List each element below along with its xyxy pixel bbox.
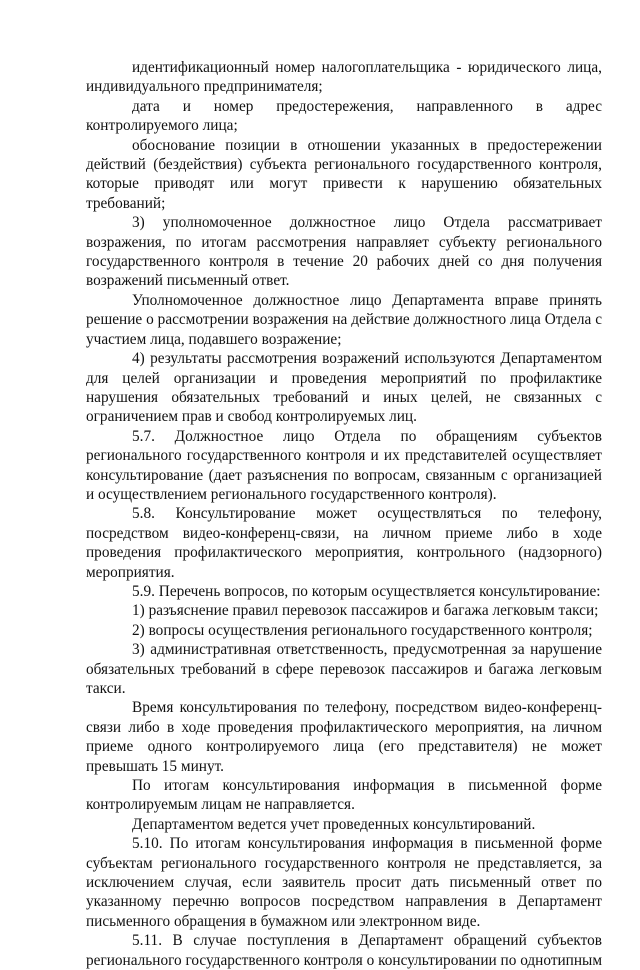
paragraph-5-9-item-1: 1) разъяснение правил перевозок пассажиров и багажа легковым такси; xyxy=(132,602,599,620)
paragraph-consulting-time: Время консультирования по телефону, посредством видео-конференц-связи либо в ходе проведения профилактического мероприятия, на личном приеме одного контролируемого лица (его представителя) не может превышать 15 минут. xyxy=(86,699,602,775)
paragraph-inn: идентификационный номер налогоплательщика - юридического лица, индивидуального предпринимателя; xyxy=(86,59,602,96)
paragraph-5-10: 5.10. По итогам консультирования информация в письменной форме субъектам регионального государственного контроля не представляется, за исключением случая, если заявитель просит дать письменный ответ по указанному перечню вопросов посредством направления в Департамент письменного обращения в бумажном или электронном виде. xyxy=(86,835,602,930)
paragraph-5-9-item-2: 2) вопросы осуществления регионального государственного контроля; xyxy=(132,621,593,639)
paragraph-no-written-info: По итогам консультирования информация в письменной форме контролируемым лицам не направляется. xyxy=(86,777,602,814)
paragraph-warning-date: дата и номер предостережения, направленного в адрес контролируемого лица; xyxy=(86,97,602,135)
paragraph-5-11: 5.11. В случае поступления в Департамент обращений субъектов регионального государственного контроля о консультировании по однотипным xyxy=(86,932,603,969)
paragraph-justification: обоснование позиции в отношении указанных в предостережении действий (бездействия) субъекта регионального государственного контроля, которые приводят или могут привести к нарушению обязательных требований; xyxy=(86,136,602,212)
paragraph-5-8: 5.8. Консультирование может осуществляться по телефону, посредством видео-конференц-связи, на личном приеме либо в ходе проведения профилактического мероприятия, контрольного (надзорного) мероприятия. xyxy=(86,505,602,581)
paragraph-5-7: 5.7. Должностное лицо Отдела по обращениям субъектов регионального государственного контроля и их представителей осуществляет консультирование (дает разъяснения по вопросам, связанным с организацией и осуществлением регионального государственного контроля). xyxy=(86,427,602,503)
document-page xyxy=(86,58,602,970)
paragraph-item-3: 3) уполномоченное должностное лицо Отдела рассматривает возражения, по итогам рассмотрения направляет субъекту регионального государственного контроля в течение 20 рабочих дней со дня получения возражений письменный ответ. xyxy=(86,214,602,290)
paragraph-5-9-item-3: 3) административная ответственность, предусмотренная за нарушение обязательных требований в сфере перевозок пассажиров и багажа легковым такси. xyxy=(86,641,602,697)
paragraph-department-decision: Уполномоченное должностное лицо Департамента вправе принять решение о рассмотрении возражения на действие должностного лица Отдела с участием лица, подавшего возражение; xyxy=(86,291,602,348)
paragraph-item-4: 4) результаты рассмотрения возражений используются Департаментом для целей организации и проведения мероприятий по профилактике нарушения обязательных требований и иных целей, не связанных с ограничением прав и свобод контролируемых лиц. xyxy=(86,350,602,426)
paragraph-5-9: 5.9. Перечень вопросов, по которым осуществляется консультирование: xyxy=(132,582,601,600)
paragraph-record-keeping: Департаментом ведется учет проведенных консультирований. xyxy=(132,815,536,833)
